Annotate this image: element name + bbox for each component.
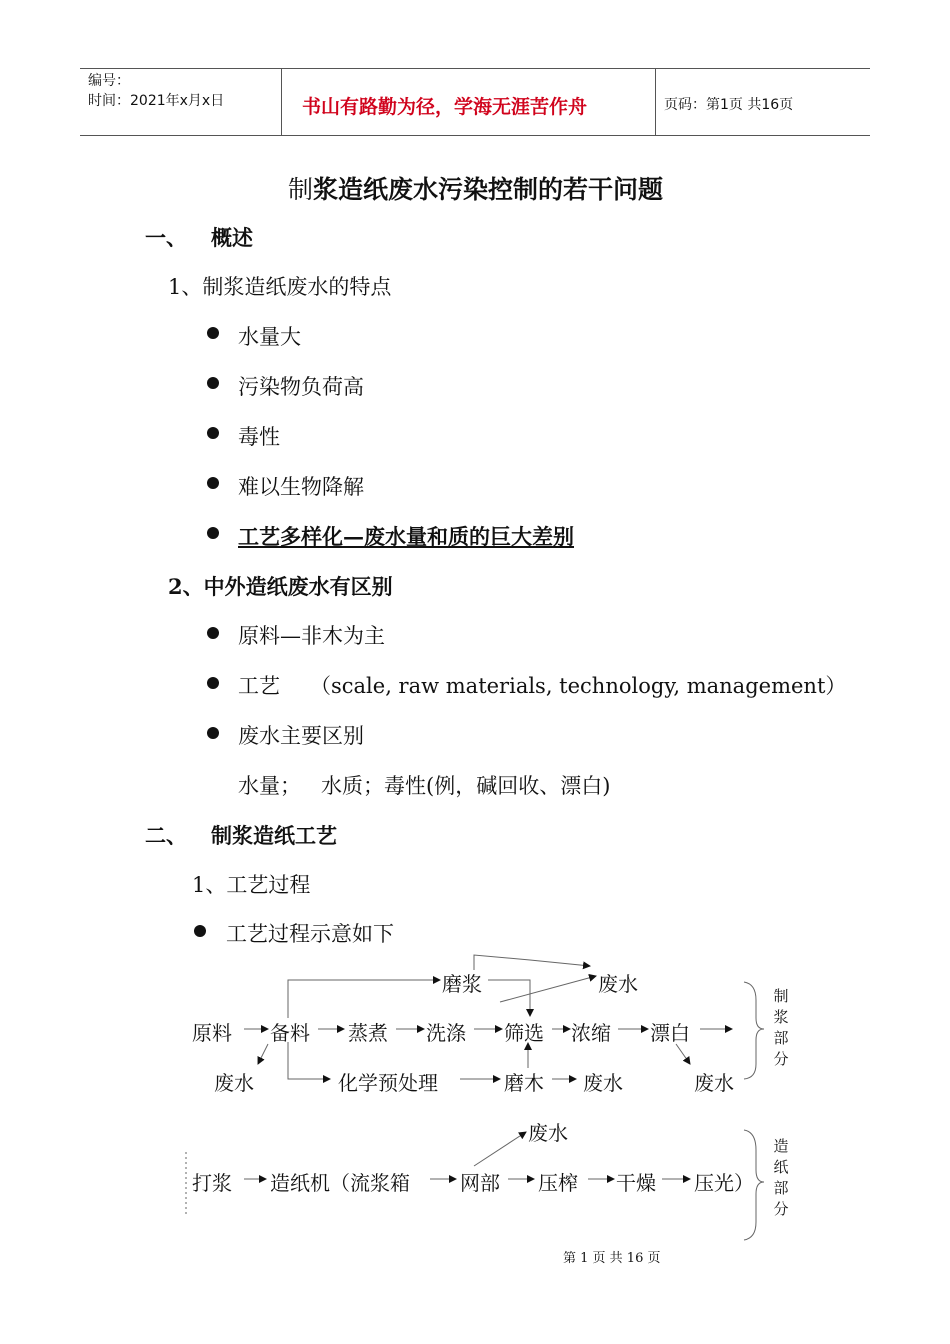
difference-item: 工艺	[238, 674, 280, 698]
side-label-char: 分	[773, 1200, 789, 1218]
section2-heading: 制浆造纸工艺	[211, 823, 337, 848]
side-label-char: 部	[773, 1029, 789, 1047]
node-wastewater-right: 废水	[694, 1071, 734, 1095]
node-raw-material: 原料	[192, 1021, 232, 1045]
section1-number: 一、	[145, 225, 187, 250]
side-label-char: 分	[773, 1050, 789, 1068]
feature-item: 污染物负荷高	[238, 375, 364, 399]
motto: 书山有路勤为径，学海无涯苦作舟	[302, 96, 588, 118]
title-main: 浆造纸废水污染控制的若干问题	[313, 175, 664, 204]
node-cooking: 蒸煮	[348, 1021, 388, 1045]
node-washing: 洗涤	[426, 1021, 466, 1045]
page-info: 页码：第1页 共16页	[664, 97, 794, 113]
difference-item: 废水主要区别	[238, 724, 364, 748]
section1-sub1: 1、制浆造纸废水的特点	[168, 275, 392, 299]
node-bleaching: 漂白	[650, 1021, 690, 1045]
section1-heading: 概述	[211, 225, 253, 250]
node-calendering: 压光）	[694, 1171, 754, 1195]
node-wastewater-mid: 废水	[583, 1071, 623, 1095]
title-prefix: 制	[288, 175, 314, 204]
node-wastewater-top: 废水	[598, 972, 638, 996]
node-drying: 干燥	[616, 1171, 656, 1195]
pulping-section-label	[773, 986, 789, 1070]
difference-item: 原料—非木为主	[238, 624, 385, 648]
side-label-char: 浆	[773, 1008, 789, 1026]
node-paper-wastewater: 废水	[528, 1121, 568, 1145]
side-label-char: 部	[773, 1179, 789, 1197]
side-label-char: 制	[773, 987, 789, 1005]
node-groundwood: 磨木	[504, 1071, 544, 1095]
side-label-char: 造	[773, 1137, 789, 1155]
node-wastewater-left: 废水	[214, 1071, 254, 1095]
node-preparation: 备料	[270, 1021, 310, 1045]
side-label-char: 纸	[773, 1158, 789, 1176]
node-chemical-pretreatment: 化学预处理	[338, 1071, 438, 1095]
process-intro: 工艺过程示意如下	[226, 922, 394, 946]
node-press: 压榨	[538, 1171, 578, 1195]
feature-item: 毒性	[238, 425, 280, 449]
date-label: 时间：2021年x月x日	[88, 93, 225, 109]
difference-item-detail: （scale, raw materials, technology, management）	[310, 674, 847, 698]
feature-item: 水量大	[238, 325, 301, 349]
feature-item-emphasis: 工艺多样化—废水量和质的巨大差别	[238, 524, 574, 549]
node-paper-machine: 造纸机（流浆箱	[270, 1171, 410, 1195]
papermaking-section-label	[773, 1136, 789, 1220]
section2-sub1: 1、工艺过程	[192, 873, 311, 897]
difference-detail-line: 水量； 水质；毒性(例，碱回收、漂白)	[238, 774, 611, 798]
feature-item: 难以生物降解	[238, 475, 364, 499]
node-beating: 打浆	[192, 1171, 232, 1195]
node-screening: 筛选	[504, 1021, 544, 1045]
section1-sub2: 2、中外造纸废水有区别	[168, 574, 393, 599]
node-thickening: 浓缩	[571, 1021, 611, 1045]
node-grinding: 磨浆	[442, 972, 482, 996]
section2-number: 二、	[145, 823, 187, 848]
page-footer: 第 1 页 共 16 页	[563, 1251, 661, 1266]
serial-label: 编号：	[88, 73, 130, 89]
node-wire-section: 网部	[460, 1171, 500, 1195]
